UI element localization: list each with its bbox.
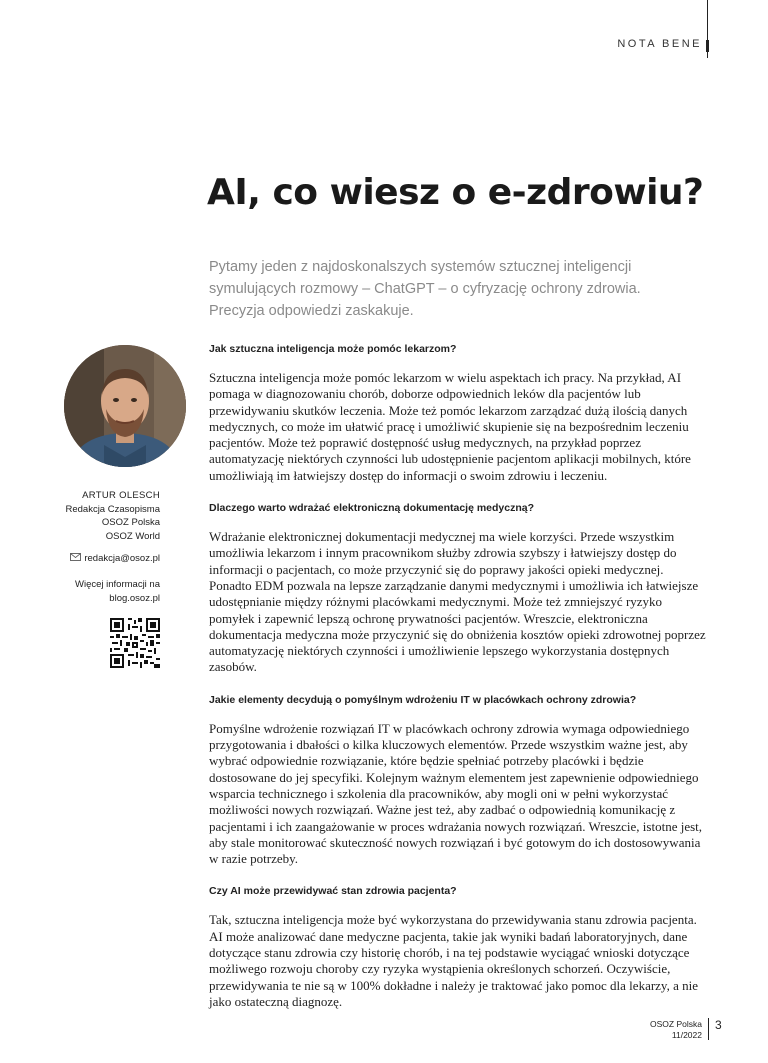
issue-number: 11/2022 xyxy=(671,1030,702,1040)
envelope-icon xyxy=(70,553,81,564)
question: Czy AI może przewidywać stan zdrowia pacjenta? xyxy=(209,885,457,898)
blog-link[interactable]: blog.osoz.pl xyxy=(109,592,160,604)
footer-publication xyxy=(620,1019,702,1041)
footer-rule xyxy=(708,1018,709,1040)
answer: Pomyślne wdrożenie rozwiązań IT w placówkach ochrony zdrowia wymaga odpowiedniego przygotowania i dbałości o kilka kluczowych elementów. Przede wszystkim ważne jest, aby wybrać odpowiednie rozwiązanie, które będzie spełniać potrzeby placówki i będzie dostosowane do jej specyfiki. Kolejnym ważnym elementem jest zapewnienie odpowiedniego wsparcia technicznego i szkolenia dla pracowników, aby mogli oni w pełni wykorzystać możliwości nowych rozwiązań. Ważne jest też, aby zadbać o odpowiednią komunikację z pacjentami i ich zaangażowanie w proces wdrażania nowych rozwiązań. Wreszcie, istotne jest, aby stale monitorować skuteczność nowych rozwiązań i być gotowym do ich dostosowywania w razie potrzeby. xyxy=(209,720,703,867)
section-bar xyxy=(706,40,709,52)
article-lead: Pytamy jeden z najdoskonalszych systemów sztucznej inteligencji symulujących rozmowy – ChatGPT – o cyfryzację ochrony zdrowia. Precyzja odpowiedzi zaskakuje. xyxy=(209,259,641,319)
page-number: 3 xyxy=(715,1018,722,1032)
author-role: OSOZ World xyxy=(105,530,160,542)
more-info-label: Więcej informacji na xyxy=(75,579,160,590)
author-role: OSOZ Polska xyxy=(101,517,160,528)
publication-name: OSOZ Polska xyxy=(650,1019,702,1029)
author-info xyxy=(20,489,160,543)
author-photo xyxy=(64,345,186,467)
question: Jakie elementy decydują o pomyślnym wdrożeniu IT w placówkach ochrony zdrowia? xyxy=(209,693,637,706)
author-role: Redakcja Czasopisma xyxy=(65,503,160,515)
answer: Tak, sztuczna inteligencja może być wykorzystana do przewidywania stanu zdrowia pacjenta. AI może analizować dane medyczne pacjenta, takie jak wyniki badań laboratoryjnych, dane dotyczące stanu zdrowia czy historię chorób, i na tej podstawie wyciągać wnioski dotyczące możliwego rozwoju choroby czy ryzyka wystąpienia określonych schorzeń. Oczywiście, przewidywania te nie są w 100% dokładne i należy je traktować jako pomoc dla lekarzy, a nie jako ostateczną diagnozę. xyxy=(209,912,698,1009)
question: Dlaczego warto wdrażać elektroniczną dokumentację medyczną? xyxy=(209,502,535,515)
article-title: AI, co wiesz o e-zdrowiu? xyxy=(207,172,704,213)
author-email[interactable]: redakcja@osoz.pl xyxy=(84,553,160,565)
author-email-line xyxy=(20,553,160,564)
author-name: ARTUR OLESCH xyxy=(82,490,160,501)
answer: Wdrażanie elektronicznej dokumentacji medycznej ma wiele korzyści. Przede wszystkim umożliwia lekarzom i innym pracownikom służby zdrowia szybszy i łatwiejszy dostęp do informacji o pacjentach, co może przyczynić się do poprawy jakości opieki medycznej. Ponadto EDM pozwala na lepsze zarządzanie danymi medycznymi i umożliwia ich łatwiejsze udostępnianie między różnymi placówkami medycznymi. Może też zmniejszyć ryzyko pomyłek i zapewnić lepszą ochronę prywatności pacjentów. Wreszcie, elektroniczna dokumentacja medyczna może przyczynić się do obniżenia kosztów opieki zdrowotnej poprzez automatyzację niektórych czynności i umożliwienie lepszego wykorzystania dostępnych zasobów. xyxy=(209,529,706,675)
question: Jak sztuczna inteligencja może pomóc lekarzom? xyxy=(209,343,457,355)
answer: Sztuczna inteligencja może pomóc lekarzom w wielu aspektach ich pracy. Na przykład, AI pomaga w diagnozowaniu chorób, doborze odpowiednich leków dla pacjentów lub przewidywaniu skutków leczenia. Może też pomóc lekarzom zarządzać dużą ilością danych medycznych, co może im ułatwić pracę i umożliwić skupienie się na bezpośrednim leczeniu pacjentów. Może też poprawić dostępność usług medycznych, na przykład poprzez automatyzację niektórych czynności lub udostępnienie pacjentom aplikacji mobilnych, które umożliwiają im łatwiejszy dostęp do informacji o swoim zdrowiu i leczeniu. xyxy=(209,370,691,483)
section-label: NOTA BENE xyxy=(617,38,702,50)
more-info xyxy=(20,578,160,605)
article-body xyxy=(209,343,709,1028)
qr-code-icon xyxy=(110,618,160,668)
